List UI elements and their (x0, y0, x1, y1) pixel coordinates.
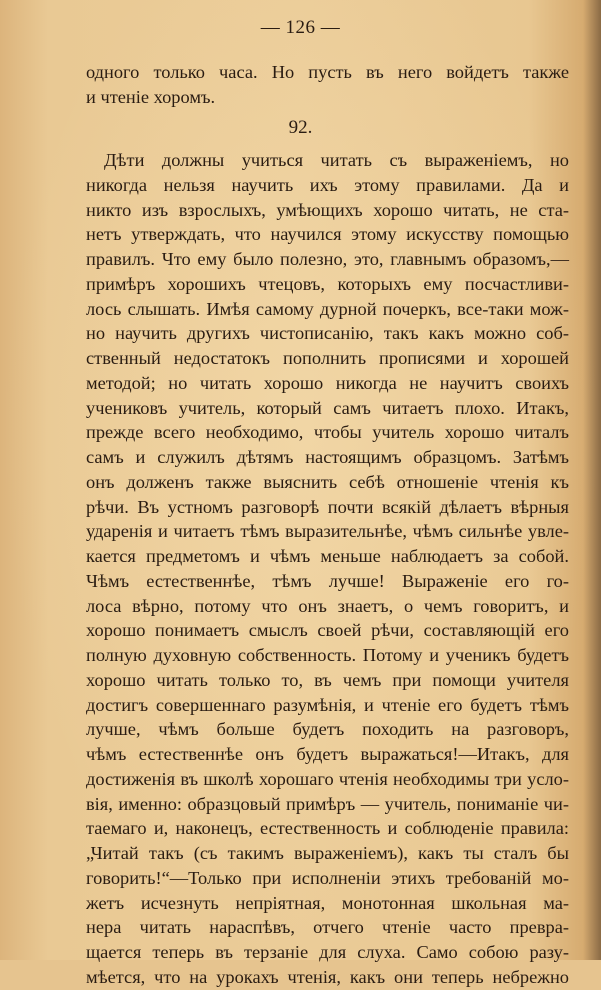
text-line: нетъ утверждать, что научился этому искусству помощью (86, 224, 569, 245)
text-line: полную духовную собственность. Потому и ученикъ будетъ (86, 645, 569, 665)
text-line: „Читай такъ (съ такимъ выраженіемъ), какъ ты сталъ бы (86, 843, 569, 863)
text-line: лучше, чѣмъ больше будетъ походить на разговоръ, (86, 719, 569, 740)
text-line: Дѣти должны учиться читать съ выраженіемъ, но (104, 150, 569, 170)
text-line: говорить!“—Только при исполненіи этихъ требованій мо- (86, 867, 569, 888)
text-line: правилъ. Что ему было полезно, это, главнымъ образомъ,— (86, 249, 569, 269)
text-line: методой; но читать хорошо никогда не научитъ своихъ (86, 372, 569, 393)
text-line: лоса вѣрно, потому что онъ знаетъ, о чемъ говоритъ, и (86, 595, 569, 616)
text-line: одного только часа. Но пусть въ него войдетъ также (86, 62, 569, 82)
text-line: мѣется, что на урокахъ чтенія, какъ они теперь небрежно (86, 966, 569, 987)
text-line: щается теперь въ терзаніе для слуха. Само собою разу- (86, 942, 569, 962)
text-line: Чѣмъ естественнѣе, тѣмъ лучше! Выраженіе его го- (86, 570, 569, 591)
section-number: 92. (288, 117, 313, 138)
text-line: ственный недостатокъ пополнить прописями и хорошей (86, 348, 569, 368)
text-line: достигъ совершеннаго разумѣнія, и чтеніе его будетъ тѣмъ (86, 694, 569, 715)
text-line: прежде всего необходимо, чтобы учитель хорошо читалъ (86, 422, 569, 443)
text-line: но научить другихъ чистописанію, такъ какъ можно соб- (86, 323, 569, 344)
text-line: достиженія въ школѣ хорошаго чтенія необходимы три усло- (86, 768, 569, 789)
text-line: вія, именно: образцовый примѣръ — учитель, пониманіе чи- (86, 793, 569, 814)
section-paragraph (86, 148, 569, 990)
text-line: онъ долженъ также выяснить себѣ отношеніе чтенія къ (86, 471, 569, 492)
text-line: и чтеніе хоромъ. (86, 86, 216, 107)
text-line: кается предметомъ и чѣмъ меньше наблюдаетъ за собой. (86, 546, 569, 566)
text-line: самъ и служилъ дѣтямъ настоящимъ образцомъ. Затѣмъ (86, 447, 569, 467)
text-line: примѣръ хорошихъ чтецовъ, которыхъ ему посчастливи- (86, 273, 569, 294)
text-line: чѣмъ естественнѣе онъ будетъ выражаться!—Итакъ, для (86, 744, 569, 764)
text-line: никто изъ взрослыхъ, умѣющихъ хорошо читать, не ста- (86, 199, 569, 220)
text-line: таемаго и, наконецъ, естественность и соблюденіе правила: (86, 818, 569, 839)
text-line: лось слышать. Имѣя самому дурной почеркъ, все-таки мож- (86, 298, 569, 319)
text-line: ударенія и читаетъ тѣмъ выразительнѣе, чѣмъ сильнѣе увле- (86, 521, 569, 542)
text-line: учениковъ учитель, который самъ читаетъ плохо. Итакъ, (86, 397, 569, 418)
text-line: жетъ исчезнуть непріятная, монотонная школьная ма- (86, 892, 569, 913)
text-line: хорошо понимаетъ смыслъ своей рѣчи, составляющій его (86, 620, 569, 641)
text-line: хорошо читать только то, въ чемъ при помощи учителя (86, 669, 569, 690)
text-line: нера читать нараспѣвъ, отчего чтеніе часто превра- (86, 917, 569, 938)
intro-paragraph (86, 60, 569, 110)
text-line: рѣчи. Въ устномъ разговорѣ почти всякій дѣлаетъ вѣрныя (86, 496, 569, 517)
page-number: — 126 — (260, 17, 341, 38)
text-line: никогда нельзя научить ихъ этому правилами. Да и (86, 174, 569, 195)
